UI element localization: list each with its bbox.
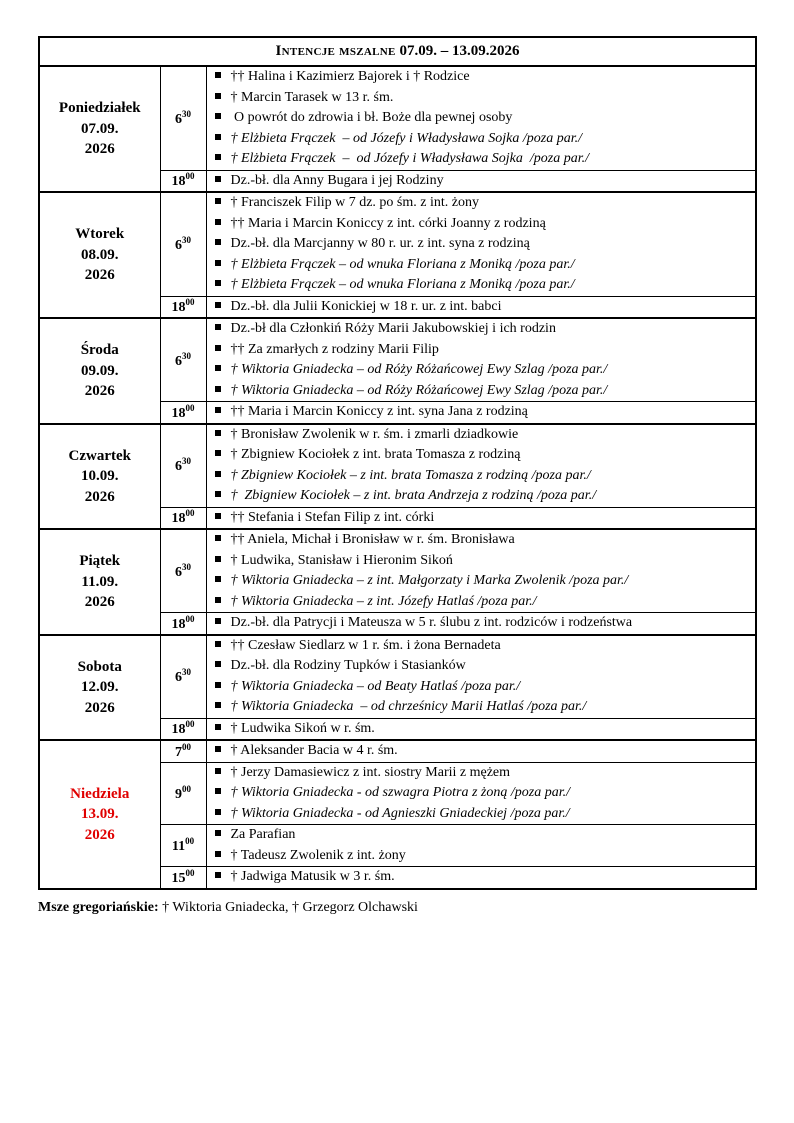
intention-text: †† Za zmarłych z rodziny Marii Filip — [230, 341, 439, 357]
day-date: 13.09. — [81, 806, 119, 822]
intentions-cell — [206, 825, 756, 867]
bullet-icon — [215, 324, 221, 330]
mass-time — [160, 825, 206, 867]
mass-time — [160, 170, 206, 192]
day-year: 2026 — [84, 267, 115, 284]
bullet-icon — [215, 724, 221, 730]
bullet-icon — [215, 239, 221, 245]
day-year: 2026 — [84, 141, 115, 158]
bullet-icon — [215, 788, 221, 794]
mass-minute: 30 — [182, 561, 191, 572]
intention-text: † Elżbieta Frączek – od Józefy i Władysława Sojka /poza par./ — [230, 130, 583, 146]
mass-time — [160, 402, 206, 424]
mass-minute: 30 — [182, 667, 191, 677]
mass-minute: 00 — [185, 297, 195, 308]
intentions-list — [207, 530, 756, 612]
bullet-icon — [215, 597, 221, 603]
intention-text: † Marcin Tarasek w 13 r. śm. — [230, 89, 394, 105]
intention-item — [207, 530, 756, 551]
intention-item — [207, 551, 756, 572]
mass-hour: 18 — [171, 300, 186, 316]
mass-row — [39, 318, 756, 402]
day-cell — [39, 635, 160, 741]
intention-item — [207, 677, 756, 698]
intention-text: † Zbigniew Kociołek – z int. brata Andrzeja z rodziną /poza par./ — [230, 488, 597, 503]
bullet-icon — [215, 830, 221, 836]
intentions-list — [207, 402, 756, 423]
bullet-icon — [215, 702, 221, 708]
mass-minute: 00 — [185, 719, 195, 730]
intention-item — [207, 108, 756, 129]
bullet-icon — [215, 407, 221, 413]
intention-item — [207, 234, 756, 255]
bullet-icon — [215, 72, 221, 78]
mass-time — [160, 424, 206, 508]
intention-item — [207, 571, 756, 592]
bullet-icon — [215, 471, 221, 477]
intention-item — [207, 402, 756, 423]
intentions-cell — [206, 424, 756, 508]
page-title — [39, 37, 756, 66]
day-cell — [39, 318, 160, 424]
intention-item — [207, 319, 756, 340]
bullet-icon — [215, 851, 221, 857]
day-year: 2026 — [84, 826, 115, 843]
bullet-icon — [215, 872, 221, 878]
intentions-list — [207, 171, 756, 192]
intention-item — [207, 613, 756, 634]
intention-text: O powrót do zdrowia i bł. Boże dla pewnej osoby — [230, 110, 513, 125]
mass-time — [160, 507, 206, 529]
intention-text: †† Stefania i Stefan Filip z int. córki — [230, 509, 435, 525]
bullet-icon — [215, 768, 221, 774]
intention-text: † Ludwika, Stanisław i Hieronim Sikoń — [230, 552, 453, 568]
intention-text: † Wiktoria Gniadecka – od Róży Różańcowej Ewy Szlag /poza par./ — [230, 362, 608, 377]
intentions-list — [207, 193, 756, 296]
bullet-icon — [215, 386, 221, 392]
mass-hour: 6 — [175, 111, 182, 127]
mass-minute: 00 — [185, 836, 195, 846]
intentions-list — [207, 67, 756, 170]
day-cell — [39, 424, 160, 530]
mass-hour: 11 — [171, 839, 186, 854]
intention-text: † Wiktoria Gniadecka - od szwagra Piotra z żoną /poza par./ — [230, 785, 571, 800]
day-cell — [39, 529, 160, 635]
intentions-cell — [206, 170, 756, 192]
mass-hour: 18 — [171, 405, 186, 421]
day-cell — [39, 192, 160, 318]
intentions-list — [207, 425, 756, 507]
intentions-cell — [206, 762, 756, 825]
mass-minute: 30 — [182, 350, 191, 361]
intention-item — [207, 129, 756, 150]
intentions-list — [207, 763, 756, 825]
intention-item — [207, 636, 756, 657]
intention-text: † Aleksander Bacia w 4 r. śm. — [230, 743, 398, 758]
intention-text: †† Halina i Kazimierz Bajorek i † Rodzice — [230, 69, 470, 84]
day-name: Czwartek — [68, 447, 131, 464]
mass-time — [160, 529, 206, 613]
intentions-cell — [206, 192, 756, 296]
intentions-cell — [206, 402, 756, 424]
bullet-icon — [215, 176, 221, 182]
intention-item — [207, 763, 756, 784]
mass-row — [39, 66, 756, 170]
intention-text: † Franciszek Filip w 7 dz. po śm. z int. żony — [230, 195, 479, 210]
intentions-list — [207, 719, 756, 740]
bullet-icon — [215, 576, 221, 582]
mass-hour: 6 — [175, 564, 182, 580]
bullet-icon — [215, 682, 221, 688]
mass-minute: 00 — [185, 613, 195, 624]
mass-minute: 30 — [182, 108, 191, 119]
intentions-cell — [206, 296, 756, 318]
intention-text: † Wiktoria Gniadecka – z int. Małgorzaty i Marka Zwolenik /poza par./ — [230, 573, 629, 588]
day-date: 09.09. — [81, 362, 119, 379]
intention-item — [207, 867, 756, 888]
mass-hour: 6 — [175, 353, 182, 369]
mass-hour: 15 — [171, 870, 186, 886]
day-name: Wtorek — [75, 226, 125, 243]
intention-item — [207, 783, 756, 804]
mass-minute: 00 — [185, 867, 195, 878]
intention-item — [207, 171, 756, 192]
bullet-icon — [215, 430, 221, 436]
intention-text: † Wiktoria Gniadecka – z int. Józefy Hatlaś /poza par./ — [230, 593, 537, 609]
mass-time — [160, 740, 206, 762]
mass-time — [160, 635, 206, 719]
intention-text: † Zbigniew Kociołek z int. brata Tomasza z rodziną — [230, 447, 521, 462]
mass-hour: 7 — [175, 744, 182, 760]
intention-item — [207, 149, 756, 170]
day-name: Niedziela — [70, 785, 130, 802]
intention-item — [207, 697, 756, 718]
mass-time — [160, 192, 206, 296]
intentions-list — [207, 319, 756, 401]
mass-hour: 18 — [171, 616, 186, 632]
bullet-icon — [215, 280, 221, 286]
intention-item — [207, 592, 756, 613]
intention-text: † Bronisław Zwolenik w r. śm. i zmarli dziadkowie — [230, 426, 519, 442]
intentions-list — [207, 825, 756, 866]
intentions-cell — [206, 529, 756, 613]
intention-item — [207, 741, 756, 762]
intention-text: † Tadeusz Zwolenik z int. żony — [230, 847, 406, 863]
intention-text: † Wiktoria Gniadecka – od Beaty Hatlaś /poza par./ — [230, 678, 521, 694]
bullet-icon — [215, 491, 221, 497]
mass-minute: 30 — [182, 456, 191, 466]
bullet-icon — [215, 641, 221, 647]
intention-item — [207, 214, 756, 235]
intention-item — [207, 466, 756, 487]
mass-minute: 00 — [185, 402, 195, 413]
intention-item — [207, 275, 756, 296]
day-name: Środa — [80, 342, 119, 358]
day-cell — [39, 66, 160, 192]
intentions-cell — [206, 740, 756, 762]
day-year: 2026 — [84, 594, 115, 610]
mass-hour: 9 — [175, 786, 182, 802]
intentions-list — [207, 636, 756, 718]
gregorian-masses-note — [38, 900, 418, 916]
bullet-icon — [215, 450, 221, 456]
intention-item — [207, 719, 756, 740]
day-name: Sobota — [77, 658, 122, 675]
intention-item — [207, 255, 756, 276]
intention-text: †† Aniela, Michał i Bronisław w r. śm. Bronisława — [230, 532, 515, 547]
bullet-icon — [215, 746, 221, 752]
intention-item — [207, 508, 756, 529]
bullet-icon — [215, 661, 221, 667]
intention-text: Dz.-bł. dla Julii Konickiej w 18 r. ur. z int. babci — [230, 298, 502, 314]
intentions-list — [207, 508, 756, 529]
intention-text: † Wiktoria Gniadecka - od Agnieszki Gniadeckiej /poza par./ — [230, 805, 570, 821]
intentions-cell — [206, 507, 756, 529]
intention-item — [207, 846, 756, 867]
mass-time — [160, 718, 206, 740]
intention-text: Za Parafian — [230, 827, 296, 842]
mass-hour: 18 — [171, 174, 186, 190]
intention-item — [207, 381, 756, 402]
mass-minute: 00 — [182, 741, 191, 752]
intention-text: Dz.-bł. dla Anny Bugara i jej Rodziny — [230, 172, 444, 188]
intentions-table-body — [39, 37, 756, 889]
intentions-list — [207, 741, 756, 762]
bullet-icon — [215, 113, 221, 119]
intention-text: † Wiktoria Gniadecka – od Róży Różańcowej Ewy Szlag /poza par./ — [230, 382, 608, 398]
mass-row — [39, 529, 756, 613]
intention-text: Dz.-bł. dla Patrycji i Mateusza w 5 r. ślubu z int. rodziców i rodzeństwa — [230, 615, 633, 630]
mass-time — [160, 66, 206, 170]
gregorian-masses-text: † Wiktoria Gniadecka, † Grzegorz Olchawski — [158, 900, 418, 915]
mass-hour: 6 — [175, 237, 182, 253]
intentions-cell — [206, 635, 756, 719]
mass-minute: 00 — [185, 171, 195, 182]
intention-item — [207, 445, 756, 466]
intention-item — [207, 297, 756, 318]
day-year: 2026 — [84, 383, 115, 399]
mass-time — [160, 318, 206, 402]
day-date: 12.09. — [81, 679, 119, 695]
bullet-icon — [215, 535, 221, 541]
bullet-icon — [215, 260, 221, 266]
title-row — [39, 37, 756, 66]
intentions-cell — [206, 66, 756, 170]
intention-item — [207, 425, 756, 446]
mass-minute: 00 — [182, 783, 191, 794]
intention-item — [207, 486, 756, 507]
intentions-table — [38, 36, 757, 890]
title-prefix: Intencje mszalne — [275, 43, 396, 59]
intention-text: †† Maria i Marcin Koniccy z int. syna Jana z rodziną — [230, 404, 528, 419]
title-dates: 07.09. – 13.09.2026 — [399, 43, 520, 59]
intention-text: Dz.-bł. dla Marcjanny w 80 r. ur. z int. syna z rodziną — [230, 236, 530, 251]
bullet-icon — [215, 809, 221, 815]
intention-text: † Wiktoria Gniadecka – od chrześnicy Marii Hatlaś /poza par./ — [230, 699, 587, 714]
intention-item — [207, 656, 756, 677]
day-year: 2026 — [84, 488, 115, 505]
day-year: 2026 — [84, 699, 115, 716]
bullet-icon — [215, 618, 221, 624]
intention-text: † Jerzy Damasiewicz z int. siostry Marii z mężem — [230, 764, 511, 780]
intention-text: † Zbigniew Kociołek – z int. brata Tomasza z rodziną /poza par./ — [230, 467, 591, 483]
intention-item — [207, 193, 756, 214]
mass-time — [160, 867, 206, 889]
day-date: 10.09. — [81, 468, 119, 484]
day-cell — [39, 740, 160, 889]
bullet-icon — [215, 93, 221, 99]
intentions-cell — [206, 318, 756, 402]
bullet-icon — [215, 345, 221, 351]
bullet-icon — [215, 134, 221, 140]
intention-text: † Elżbieta Frączek – od Józefy i Władysława Sojka /poza par./ — [230, 151, 590, 166]
intention-item — [207, 825, 756, 846]
mass-row — [39, 740, 756, 762]
intention-item — [207, 67, 756, 88]
intentions-cell — [206, 718, 756, 740]
mass-hour: 6 — [175, 459, 182, 474]
bullet-icon — [215, 219, 221, 225]
mass-time — [160, 613, 206, 635]
intention-item — [207, 804, 756, 825]
intentions-list — [207, 867, 756, 888]
intention-text: † Elżbieta Frączek – od wnuka Floriana z Moniką /poza par./ — [230, 277, 575, 292]
bullet-icon — [215, 513, 221, 519]
intentions-cell — [206, 867, 756, 889]
gregorian-masses-label: Msze gregoriańskie: — [38, 900, 159, 915]
mass-minute: 00 — [185, 508, 195, 519]
day-date: 07.09. — [81, 120, 119, 137]
bullet-icon — [215, 365, 221, 371]
day-date: 11.09. — [81, 573, 119, 590]
mass-time — [160, 762, 206, 825]
day-date: 08.09. — [81, 246, 119, 263]
day-name: Poniedziałek — [58, 100, 141, 117]
intention-text: † Elżbieta Frączek – od wnuka Floriana z Moniką /poza par./ — [230, 256, 575, 272]
intention-text: † Ludwika Sikoń w r. śm. — [230, 720, 375, 736]
mass-row — [39, 192, 756, 296]
intention-text: Dz.-bł. dla Rodziny Tupków i Stasianków — [230, 658, 466, 673]
mass-hour: 18 — [171, 511, 186, 527]
intention-text: Dz.-bł dla Członkiń Róży Marii Jakubowskiej i ich rodzin — [230, 321, 556, 336]
bullet-icon — [215, 198, 221, 204]
mass-minute: 30 — [182, 234, 191, 245]
intentions-cell — [206, 613, 756, 635]
mass-hour: 18 — [171, 722, 186, 738]
intention-item — [207, 88, 756, 109]
intention-item — [207, 340, 756, 361]
intention-text: †† Maria i Marcin Koniccy z int. córki Joanny z rodziną — [230, 215, 546, 231]
intentions-list — [207, 297, 756, 318]
mass-hour: 6 — [175, 670, 182, 685]
day-name: Piątek — [79, 553, 121, 569]
intentions-list — [207, 613, 756, 634]
mass-row — [39, 424, 756, 508]
intention-item — [207, 360, 756, 381]
bullet-icon — [215, 302, 221, 308]
mass-time — [160, 296, 206, 318]
intention-text: † Jadwiga Matusik w 3 r. śm. — [230, 869, 395, 884]
bullet-icon — [215, 556, 221, 562]
bullet-icon — [215, 154, 221, 160]
intention-text: †† Czesław Siedlarz w 1 r. śm. i żona Bernadeta — [230, 637, 501, 653]
mass-row — [39, 635, 756, 719]
